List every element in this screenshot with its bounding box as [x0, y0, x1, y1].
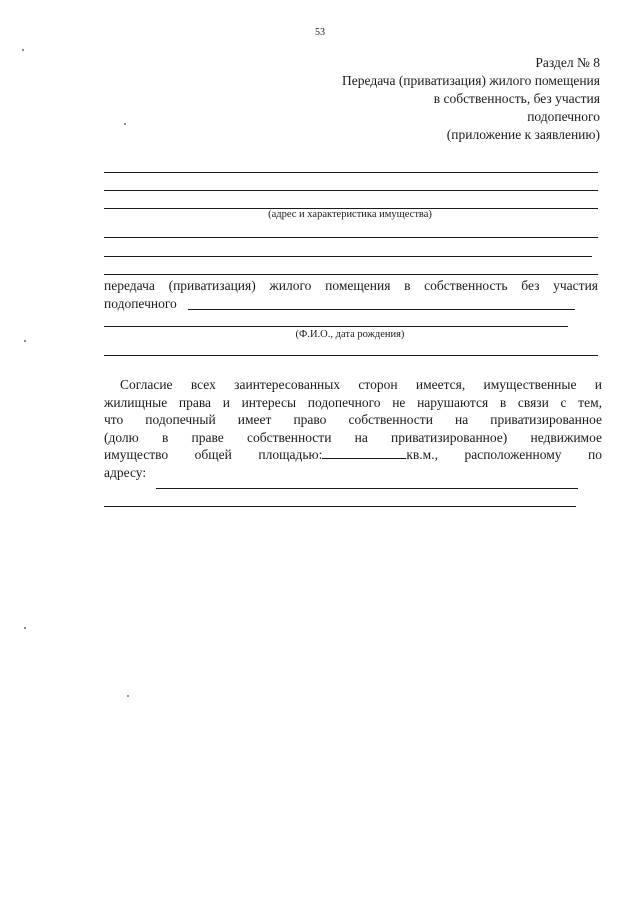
section-number: Раздел № 8: [535, 55, 600, 70]
scan-speck: [24, 340, 26, 342]
scan-speck: [24, 627, 26, 629]
consent-paragraph: [104, 376, 602, 481]
transfer-statement-line-1: передача (приватизация) жилого помещения в собственность без участия: [104, 278, 598, 293]
section-header: [270, 54, 600, 144]
ward-name-blank-line: [104, 326, 568, 327]
section-title-line-2: в собственность, без участия: [433, 91, 600, 106]
address-blank-line-5: [104, 256, 592, 257]
section-subtitle: (приложение к заявлению): [446, 127, 600, 142]
scan-speck: [127, 695, 129, 697]
consent-line-4: (долю в праве собственности на приватизированное) недвижимое: [104, 429, 602, 445]
ward-name-blank-inline: [188, 309, 575, 310]
address-blank-line-4: [104, 237, 598, 238]
area-blank: [322, 446, 406, 459]
area-label: имущество общей площадью:: [104, 447, 323, 462]
address-blank-line-1: [104, 172, 598, 173]
area-unit-text: кв.м., расположенному по: [406, 447, 602, 462]
consent-line-1: Согласие всех заинтересованных сторон имеется, имущественные и: [120, 377, 602, 392]
page-number: 53: [315, 27, 325, 38]
transfer-statement-line-2: подопечного: [104, 296, 177, 311]
address-caption: (адрес и характеристика имущества): [268, 209, 432, 220]
section-title-line-3: подопечного: [527, 109, 600, 124]
scan-speck: [22, 49, 24, 51]
address-blank-line-2: [104, 190, 598, 191]
consent-line-6: адресу:: [104, 464, 147, 480]
consent-line-2: жилищные права и интересы подопечного не нарушаются в связи с тем,: [104, 394, 602, 410]
property-address-blank-line: [104, 506, 576, 507]
consent-line-5: [104, 446, 602, 464]
address-blank-line-6: [104, 274, 598, 275]
consent-line-3: что подопечный имеет право собственности на приватизированное: [104, 412, 602, 427]
property-address-blank-inline: [156, 488, 578, 489]
section-title-line-1: Передача (приватизация) жилого помещения: [342, 73, 600, 88]
scan-speck: [124, 123, 126, 125]
fio-caption: (Ф.И.О., дата рождения): [295, 329, 405, 340]
ward-extra-blank-line: [104, 355, 598, 356]
